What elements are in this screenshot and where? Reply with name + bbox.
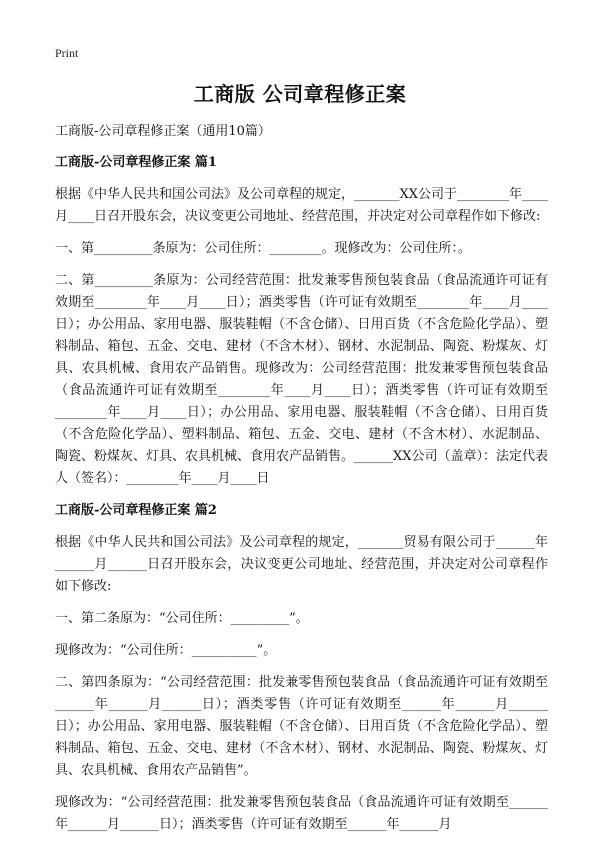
paragraph: 现修改为：“公司经营范围：批发兼零售预包装食品（食品流通许可证有效期至______年______月______日）；酒类零售（许可证有效期至______年______月 <box>55 795 548 832</box>
document-body <box>55 152 548 846</box>
print-label[interactable]: Print <box>55 46 79 60</box>
paragraph: 现修改为：“公司住所：__________”。 <box>55 643 277 658</box>
document-title: 工商版 公司章程修正案 <box>193 82 407 106</box>
paragraph: 根据《中华人民共和国公司法》及公司章程的规定，_______贸易有限公司于______年______月______日召开股东会，决议变更公司地址、经营范围，并决定对公司章程作如下修改: <box>55 535 548 594</box>
paragraph: 二、第四条原为：“公司经营范围：批发兼零售预包装食品（食品流通许可证有效期至______年______月______日）；酒类零售（许可证有效期至______年______月______日）；办公用品、家用电器、服装鞋帽（不含仓储）、日用百货（不含危险化学品）、塑料制品、箱包、五金、交电、建材（不含木材）、钢材、水泥制品、陶瓷、粉煤灰、灯具、农具机械、食用农产品销售”。 <box>55 675 548 778</box>
section-heading: 工商版-公司章程修正案 篇1 <box>55 155 217 170</box>
paragraph: 根据《中华人民共和国公司法》及公司章程的规定，_______XX公司于________年____月____日召开股东会，决议变更公司地址、经营范围，并决定对公司章程作如下修改: <box>55 187 549 224</box>
document-subtitle: 工商版-公司章程修正案（通用10篇） <box>55 124 271 139</box>
section-heading: 工商版-公司章程修正案 篇2 <box>55 503 217 518</box>
paragraph: 一、第二条原为：“公司住所：_________”。 <box>55 611 309 626</box>
paragraph: 一、第_________条原为：公司住所：________。现修改为：公司住所：。 <box>55 241 472 256</box>
paragraph: 二、第_________条原为：公司经营范围：批发兼零售预包装食品（食品流通许可证有效期至________年____月____日）；酒类零售（许可证有效期至________年____月____日）；办公用品、家用电器、服装鞋帽（不含仓储）、日用百货（不含危险化学品）、塑料制品、箱包、五金、交电、建材（不含木材）、钢材、水泥制品、陶瓷、粉煤灰、灯具、农具机械、食用农产品销售。现修改为：公司经营范围：批发兼零售预包装食品（食品流通许可证有效期至________年____月____日）；酒类零售（许可证有效期至________年____月____日）；办公用品、家用电器、服装鞋帽（不含仓储）、日用百货（不含危险化学品）、塑料制品、箱包、五金、交电、建材（不含木材）、水泥制品、陶瓷、粉煤灰、灯具、农具机械、食用农产品销售。______XX公司（盖章）：法定代表人（签名）：________年____月____日 <box>55 273 549 486</box>
